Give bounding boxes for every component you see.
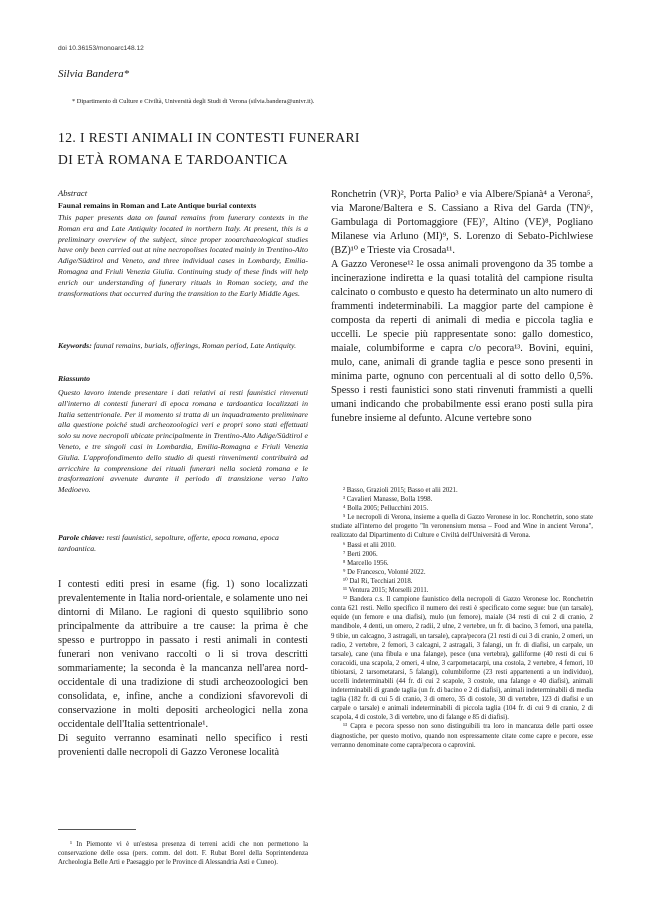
chapter-title [58, 127, 478, 171]
footnote-2: ² Basso, Grazioli 2015; Basso et alii 2021. [343, 487, 458, 494]
riassunto-keywords [58, 533, 308, 555]
abstract-subtitle: Faunal remains in Roman and Late Antique burial contexts [58, 201, 257, 210]
author-affiliation: * Dipartimento di Culture e Civiltà, Università degli Studi di Verona (silvia.bandera@univr.it). [72, 98, 315, 105]
body-text-right [331, 188, 593, 426]
body-text-left [58, 578, 308, 760]
footnote-13: ¹³ Capra e pecora spesso non sono distinguibili tra loro in mancanza delle parti ossee diagnostiche, per questo motivo, quando non espressamente citate come capre e pecore, esse verranno denominate come capra/pecora o caprovini. [331, 723, 593, 749]
parole-chiave-label: Parole chiave: [58, 533, 105, 542]
abstract-text: This paper presents data on faunal remains from funerary contexts in the Roman era and Late Antiquity located in northern Italy. At present, this is a preliminary overview of the subject, since proper zooarchaeological studies have only been carried out at nine necropolises located mainly in Trentino-Alto Adige/Südtirol and Veneto, and three individual cases in Lombardy, Emilia-Romagna and Friuli Venezia Giulia. Continuing study of these finds will help enrich our understanding of funerary rituals in Roman society, and the transformations that occurred during the transition to the Early Middle Ages. [58, 213, 308, 298]
author-name: Silvia Bandera* [58, 68, 130, 80]
riassunto-heading: Riassunto [58, 374, 91, 383]
footnote-12: ¹² Bandera c.s. Il campione faunistico della necropoli di Gazzo Veronese loc. Ronchetrin conta 621 resti. Nello specifico il numero dei resti è specificato come segue: bue (un tarsale), equide (un femore e una diafisi), mulo (un femore), maiale (34 resti di cui 2 di cranio, 2 mandibole, 4 denti, un omero, 2 radii, 2 ulne, 2 vertebre, un fr. di bacino, 3 femori, una patella, 9 tibie, un calcagno, 3 astragali, un tarsale), capra/pecora (21 resti di cui 3 di cranio, 2 omeri, un radio, 2 vertebre, 2 femori, 3 calcagni, 2 astragali, 3 falangi, un fr. di diafisi, un carpale, un tarsale), cane (una fibula e una falange), pesce (una vertebra), galliforme (40 resti di cui 6 coracoidi, una scapola, 2 omeri, 4 ulne, 3 carpometacarpi, una costola, 2 vertebre, 4 femori, 10 tibiotarsi, 2 tarsometatarsi, 5 falangi), columbiforme (23 resti appartenenti a un individuo), uccelli indeterminabili (44 fr. di cui 2 scapole, 3 costole, una falange e 40 diafisi), animali indeterminabili di grande taglia (un fr. di bacino e 2 di diafisi), animali indeterminabili di media taglia (182 fr. di cui 5 di cranio, 3 di omero, 35 di costole, 30 di vertebre, 123 di diafisi e un carpale o tarsale) e animali indeterminabili di piccola taglia (104 fr. di cui 9 di cranio, 2 di scapola, 4 di costole, 3 di vertebre, uno di falange e 85 di diafisi). [331, 596, 593, 722]
chapter-title-line-2: DI ETÀ ROMANA E TARDOANTICA [58, 152, 288, 167]
parole-chiave-text: resti faunistici, sepolture, offerte, epoca romana, epoca tardoantica. [58, 533, 279, 553]
doi-line: doi 10.36153/monoarc148.12 [58, 45, 144, 52]
body-paragraph: I contesti editi presi in esame (fig. 1) sono localizzati prevalentemente in Italia nord-orientale, e solamente uno nei dintorni di Milano. Le ragioni di questo squilibrio sono principalmente da attribuire a tre cause: la prima è che spesso e purtroppo in passato i resti animali in contesti funerari non venivano raccolti o li si trova descritti sommariamente; la seconda è la mancanza nell'area nord-occidentale di una tradizione di studi archeozoologici ben consolidata, e, infine, anche a condizioni sfavorevoli di conservazione in molti depositi archeologici nella zona occidentale dell'Italia settentrionale¹. [58, 579, 308, 730]
body-paragraph: A Gazzo Veronese¹² le ossa animali provengono da 35 tombe a incinerazione indiretta e la quasi totalità del campione risulta calcinato o combusto e questo ha determinato un alto numero di frammenti indeterminabili. La maggior parte del campione è composta da reperti di animali di media e piccola taglia e uccelli. Le specie più rappresentate sono: gallo domestico, maiale, columbiforme e capra c/o pecora¹³. Bovini, equini, mulo, cane, animali di grande taglia e pesce sono presenti in minima parte, ognuno con percentuali al di sotto dello 0,5%. Spesso i resti faunistici sono stati rinvenuti frammisti a quelli umani indicando che probabilmente essi erano posti sulla pira funebre insieme al defunto. Alcune vertebre sono [331, 259, 593, 424]
footnote-10: ¹⁰ Dal Ri, Tecchiati 2018. [343, 577, 413, 585]
footnote-divider [58, 829, 136, 830]
footnote-7: ⁷ Berti 2006. [343, 550, 378, 558]
keywords-text: faunal remains, burials, offerings, Roman period, Late Antiquity. [93, 341, 297, 350]
abstract-keywords [58, 341, 308, 352]
footnote-6: ⁶ Bassi et alii 2010. [343, 541, 396, 549]
riassunto-text: Questo lavoro intende presentare i dati relativi ai resti faunistici rinvenuti all'interno di contesti funerari di epoca romana e tardoantica localizzati in Italia settentrionale. Per il momento si tratta di un inquadramento preliminare alla questione poiché studi archeozoologici veri e propri sono stati effettuati solo su nove necropoli ubicate principalmente in Trentino-Alto Adige/Südtirol e Veneto, e tre singoli casi in Lombardia, Emilia-Romagna e Friuli Venezia Giulia. L'approfondimento dello studio di questi rinvenimenti contribuirà ad arricchire la comprensione dei rituali funerari nella società romana e le trasformazioni avvenute durante il periodo di transizione verso l'alto Medioevo. [58, 388, 308, 495]
footnote-3: ³ Cavalieri Manasse, Bolla 1998. [343, 496, 433, 504]
footnote-5: ⁵ Le necropoli di Verona, insieme a quella di Gazzo Veronese in loc. Ronchetrin, sono state studiate all'interno del progetto "In veronensium mensa – Food and Wine in ancient Verona", realizzato dal Dipartimento di Culture e Civiltà dell'Università di Verona. [331, 514, 593, 540]
keywords-label: Keywords: [58, 341, 92, 350]
body-paragraph: Di seguito verranno esaminati nello specifico i resti provenienti dalle necropoli di Gazzo Veronese località [58, 733, 308, 758]
footnote-8: ⁸ Marcello 1956. [343, 559, 389, 567]
abstract-heading: Abstract [58, 188, 88, 198]
chapter-title-line-1: 12. I RESTI ANIMALI IN CONTESTI FUNERARI [58, 130, 360, 145]
footnotes-right [331, 486, 593, 750]
footnote-4: ⁴ Bolla 2005; Pellucchini 2015. [343, 505, 429, 513]
footnote-1: ¹ In Piemonte vi è un'estesa presenza di terreni acidi che non permettono la conservazione delle ossa (pers. comm. del dott. F. Rubat Borel della Soprintendenza Archeologia Belle Arti e Paesaggio per le Province di Alessandria Asti e Cuneo). [58, 841, 308, 867]
body-paragraph: Ronchetrin (VR)², Porta Palio³ e via Albere/Spianà⁴ a Verona⁵, via Marone/Baltera e S. Cassiano a Riva del Garda (TN)⁶, Gambulaga di Portomaggiore (FE)⁷, Altino (VE)⁸, Pogliano Milanese via Arluno (MI)⁹, S. Lorenzo di Sebato-Pichlwiese (BZ)¹⁰ e Trieste via Crosada¹¹. [331, 189, 593, 256]
footnote-11: ¹¹ Ventura 2015; Morselli 2011. [343, 587, 429, 595]
footnote-9: ⁹ De Francesco, Volonté 2022. [343, 568, 426, 576]
